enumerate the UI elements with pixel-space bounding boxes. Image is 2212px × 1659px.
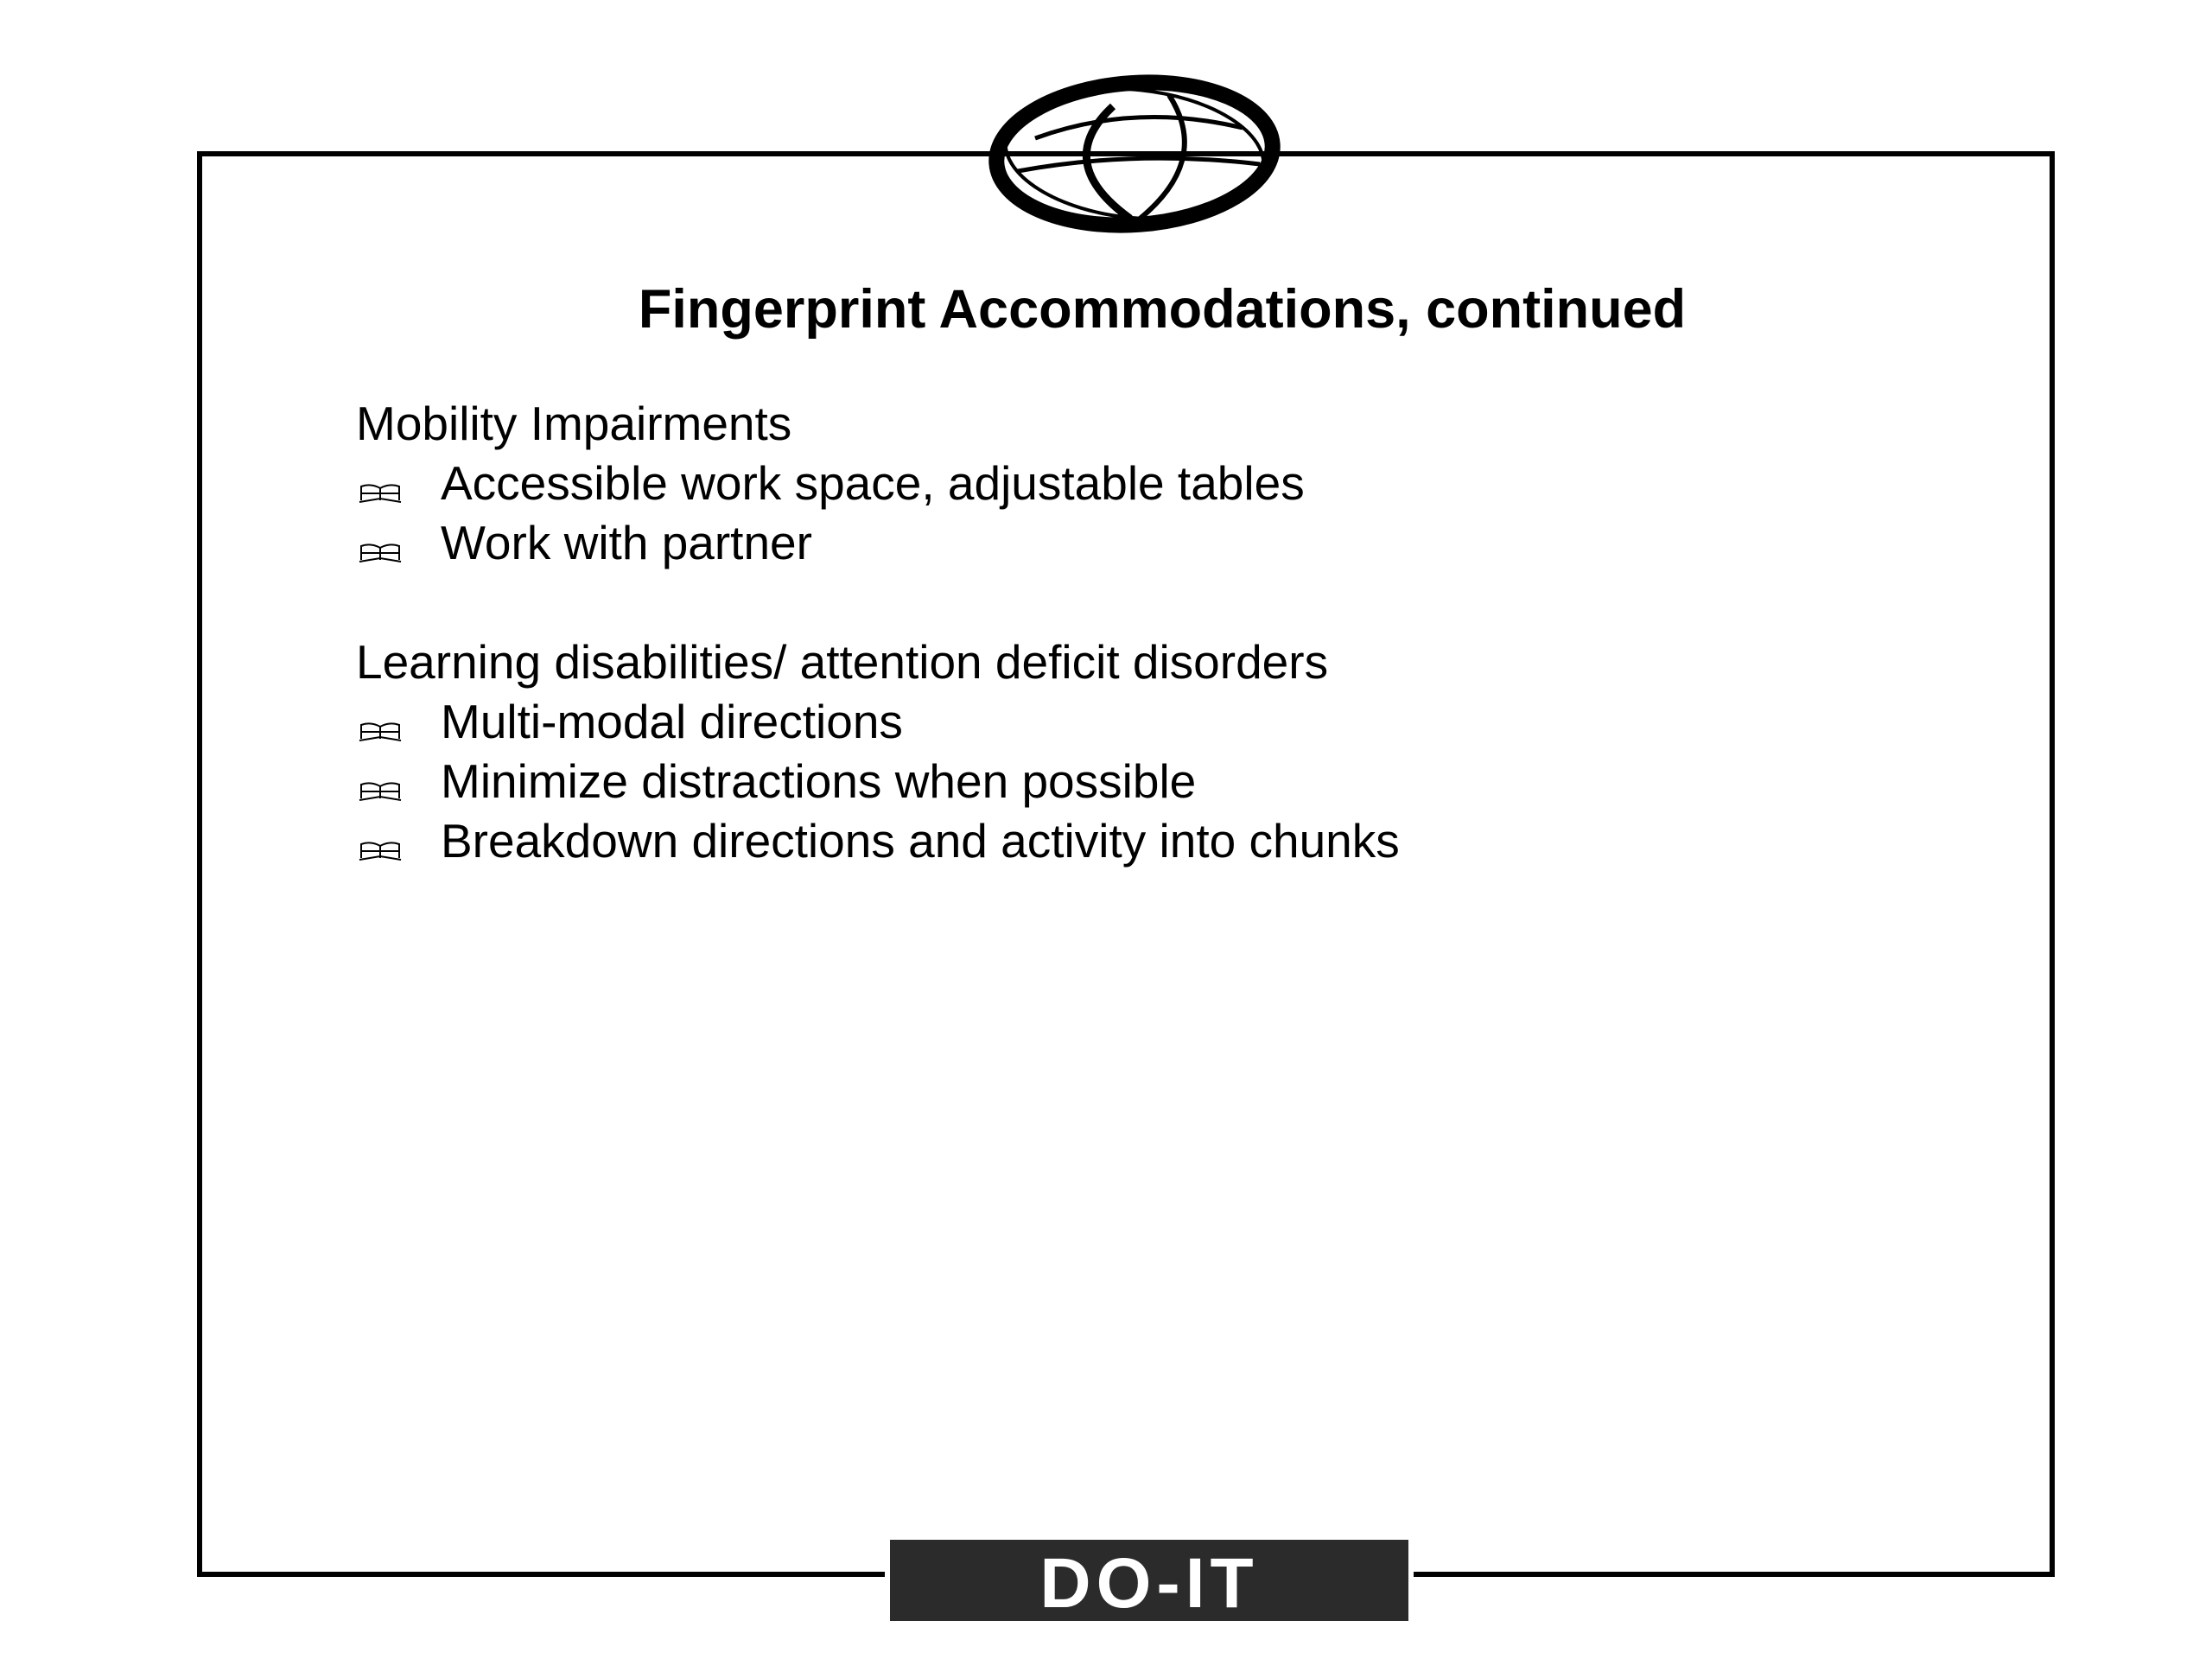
list-item (356, 454, 1998, 513)
book-icon (358, 720, 403, 742)
doit-logo-text: DO-IT (1039, 1544, 1259, 1621)
section-heading: Learning disabilities/ attention deficit disorders (356, 635, 1329, 689)
list-item-text: Accessible work space, adjustable tables (441, 456, 1305, 510)
list-item (356, 513, 1998, 573)
list-item-text: Breakdown directions and activity into chunks (441, 814, 1400, 868)
section-learning (356, 632, 1998, 871)
section-heading: Mobility Impairments (356, 397, 792, 450)
doit-logo (890, 1540, 1408, 1621)
list-item (356, 811, 1998, 871)
section-spacer (356, 573, 1998, 632)
slide-title: Fingerprint Accommodations, continued (638, 279, 1687, 340)
book-icon (358, 839, 403, 861)
list-item-text: Minimize distractions when possible (441, 754, 1197, 808)
book-icon (358, 481, 403, 504)
globe-logo-icon (983, 67, 1286, 240)
book-icon (358, 541, 403, 563)
book-icon (358, 779, 403, 802)
slide-content (356, 393, 1998, 871)
list-item (356, 752, 1998, 811)
bullet-list (356, 692, 1998, 871)
list-item-text: Multi-modal directions (441, 695, 903, 748)
section-mobility (356, 393, 1998, 573)
list-item (356, 692, 1998, 752)
bullet-list (356, 454, 1998, 573)
list-item-text: Work with partner (441, 516, 812, 569)
